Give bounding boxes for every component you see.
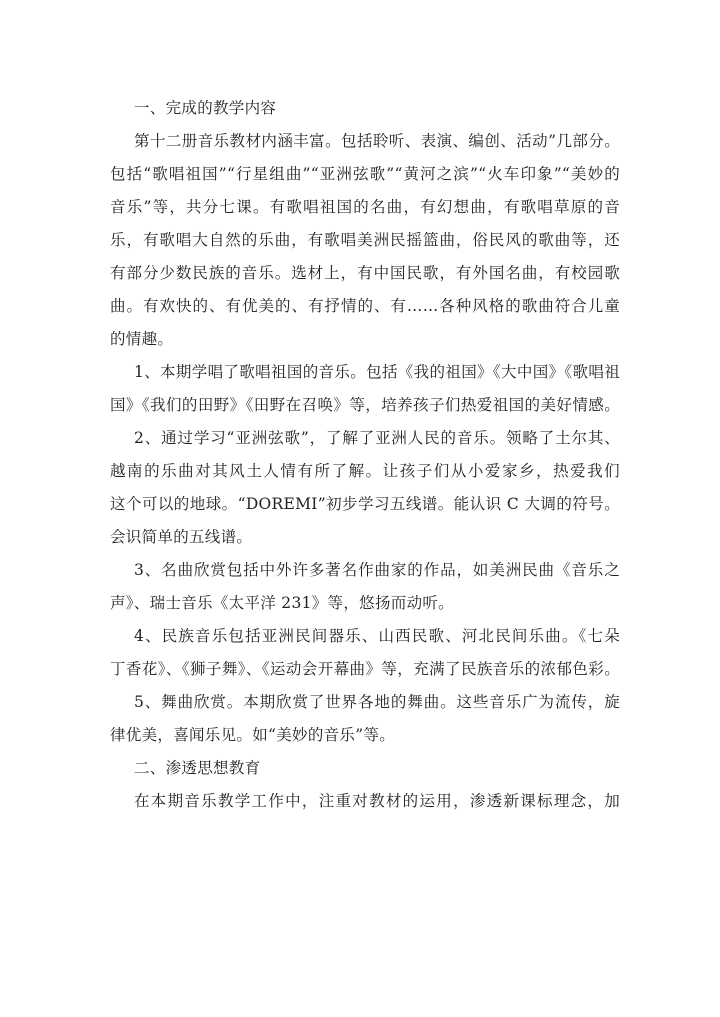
list-item-line: 律优美，喜闻乐见。如“美妙的音乐”等。 <box>110 726 396 744</box>
list-item-line: 国》《我们的田野》《田野在召唤》等，培养孩子们热爱祖国的美好情感。 <box>110 396 620 414</box>
list-item-line: 声》、瑞士音乐《太平洋 231》等，悠扬而动听。 <box>110 594 454 612</box>
paragraph-line: 的情趣。 <box>110 330 174 348</box>
paragraph-line: 乐，有歌唱大自然的乐曲，有歌唱美洲民摇篮曲，俗民风的歌曲等，还 <box>110 231 620 249</box>
section-heading: 二、渗透思想教育 <box>134 759 261 777</box>
section-heading: 一、完成的教学内容 <box>134 99 277 117</box>
paragraph-line: 有部分少数民族的音乐。选材上，有中国民歌，有外国名曲，有校园歌 <box>110 264 620 282</box>
paragraph-line: 第十二册音乐教材内涵丰富。包括聆听、表演、编创、活动”几部分。 <box>134 132 620 150</box>
document-body <box>110 92 620 818</box>
paragraph-line: 包括“歌唱祖国”“行星组曲”“亚洲弦歌”“黄河之滨”“火车印象”“美妙的 <box>110 165 620 183</box>
paragraph-line: 曲。有欢快的、有优美的、有抒情的、有……各种风格的歌曲符合儿童 <box>110 297 620 315</box>
list-item-line: 5、舞曲欣赏。本期欣赏了世界各地的舞曲。这些音乐广为流传，旋 <box>134 693 620 711</box>
list-item-line: 这个可以的地球。“DOREMI”初步学习五线谱。能认识 C 大调的符号。 <box>110 495 620 513</box>
list-item-line: 4、民族音乐包括亚洲民间器乐、山西民歌、河北民间乐曲。《七朵 <box>134 627 620 645</box>
list-item-line: 2、通过学习“亚洲弦歌”，了解了亚洲人民的音乐。领略了土尔其、 <box>134 429 620 447</box>
list-item-line: 会识简单的五线谱。 <box>110 528 253 546</box>
list-item-line: 丁香花》、《狮子舞》、《运动会开幕曲》等，充满了民族音乐的浓郁色彩。 <box>110 660 620 678</box>
paragraph-line: 音乐”等，共分七课。有歌唱祖国的名曲，有幻想曲，有歌唱草原的音 <box>110 198 620 216</box>
list-item-line: 1、本期学唱了歌唱祖国的音乐。包括《我的祖国》《大中国》《歌唱祖 <box>134 363 620 381</box>
list-item-line: 越南的乐曲对其风土人情有所了解。让孩子们从小爱家乡，热爱我们 <box>110 462 620 480</box>
paragraph-line: 在本期音乐教学工作中，注重对教材的运用，渗透新课标理念，加 <box>134 792 620 810</box>
list-item-line: 3、名曲欣赏包括中外许多著名作曲家的作品，如美洲民曲《音乐之 <box>134 561 620 579</box>
